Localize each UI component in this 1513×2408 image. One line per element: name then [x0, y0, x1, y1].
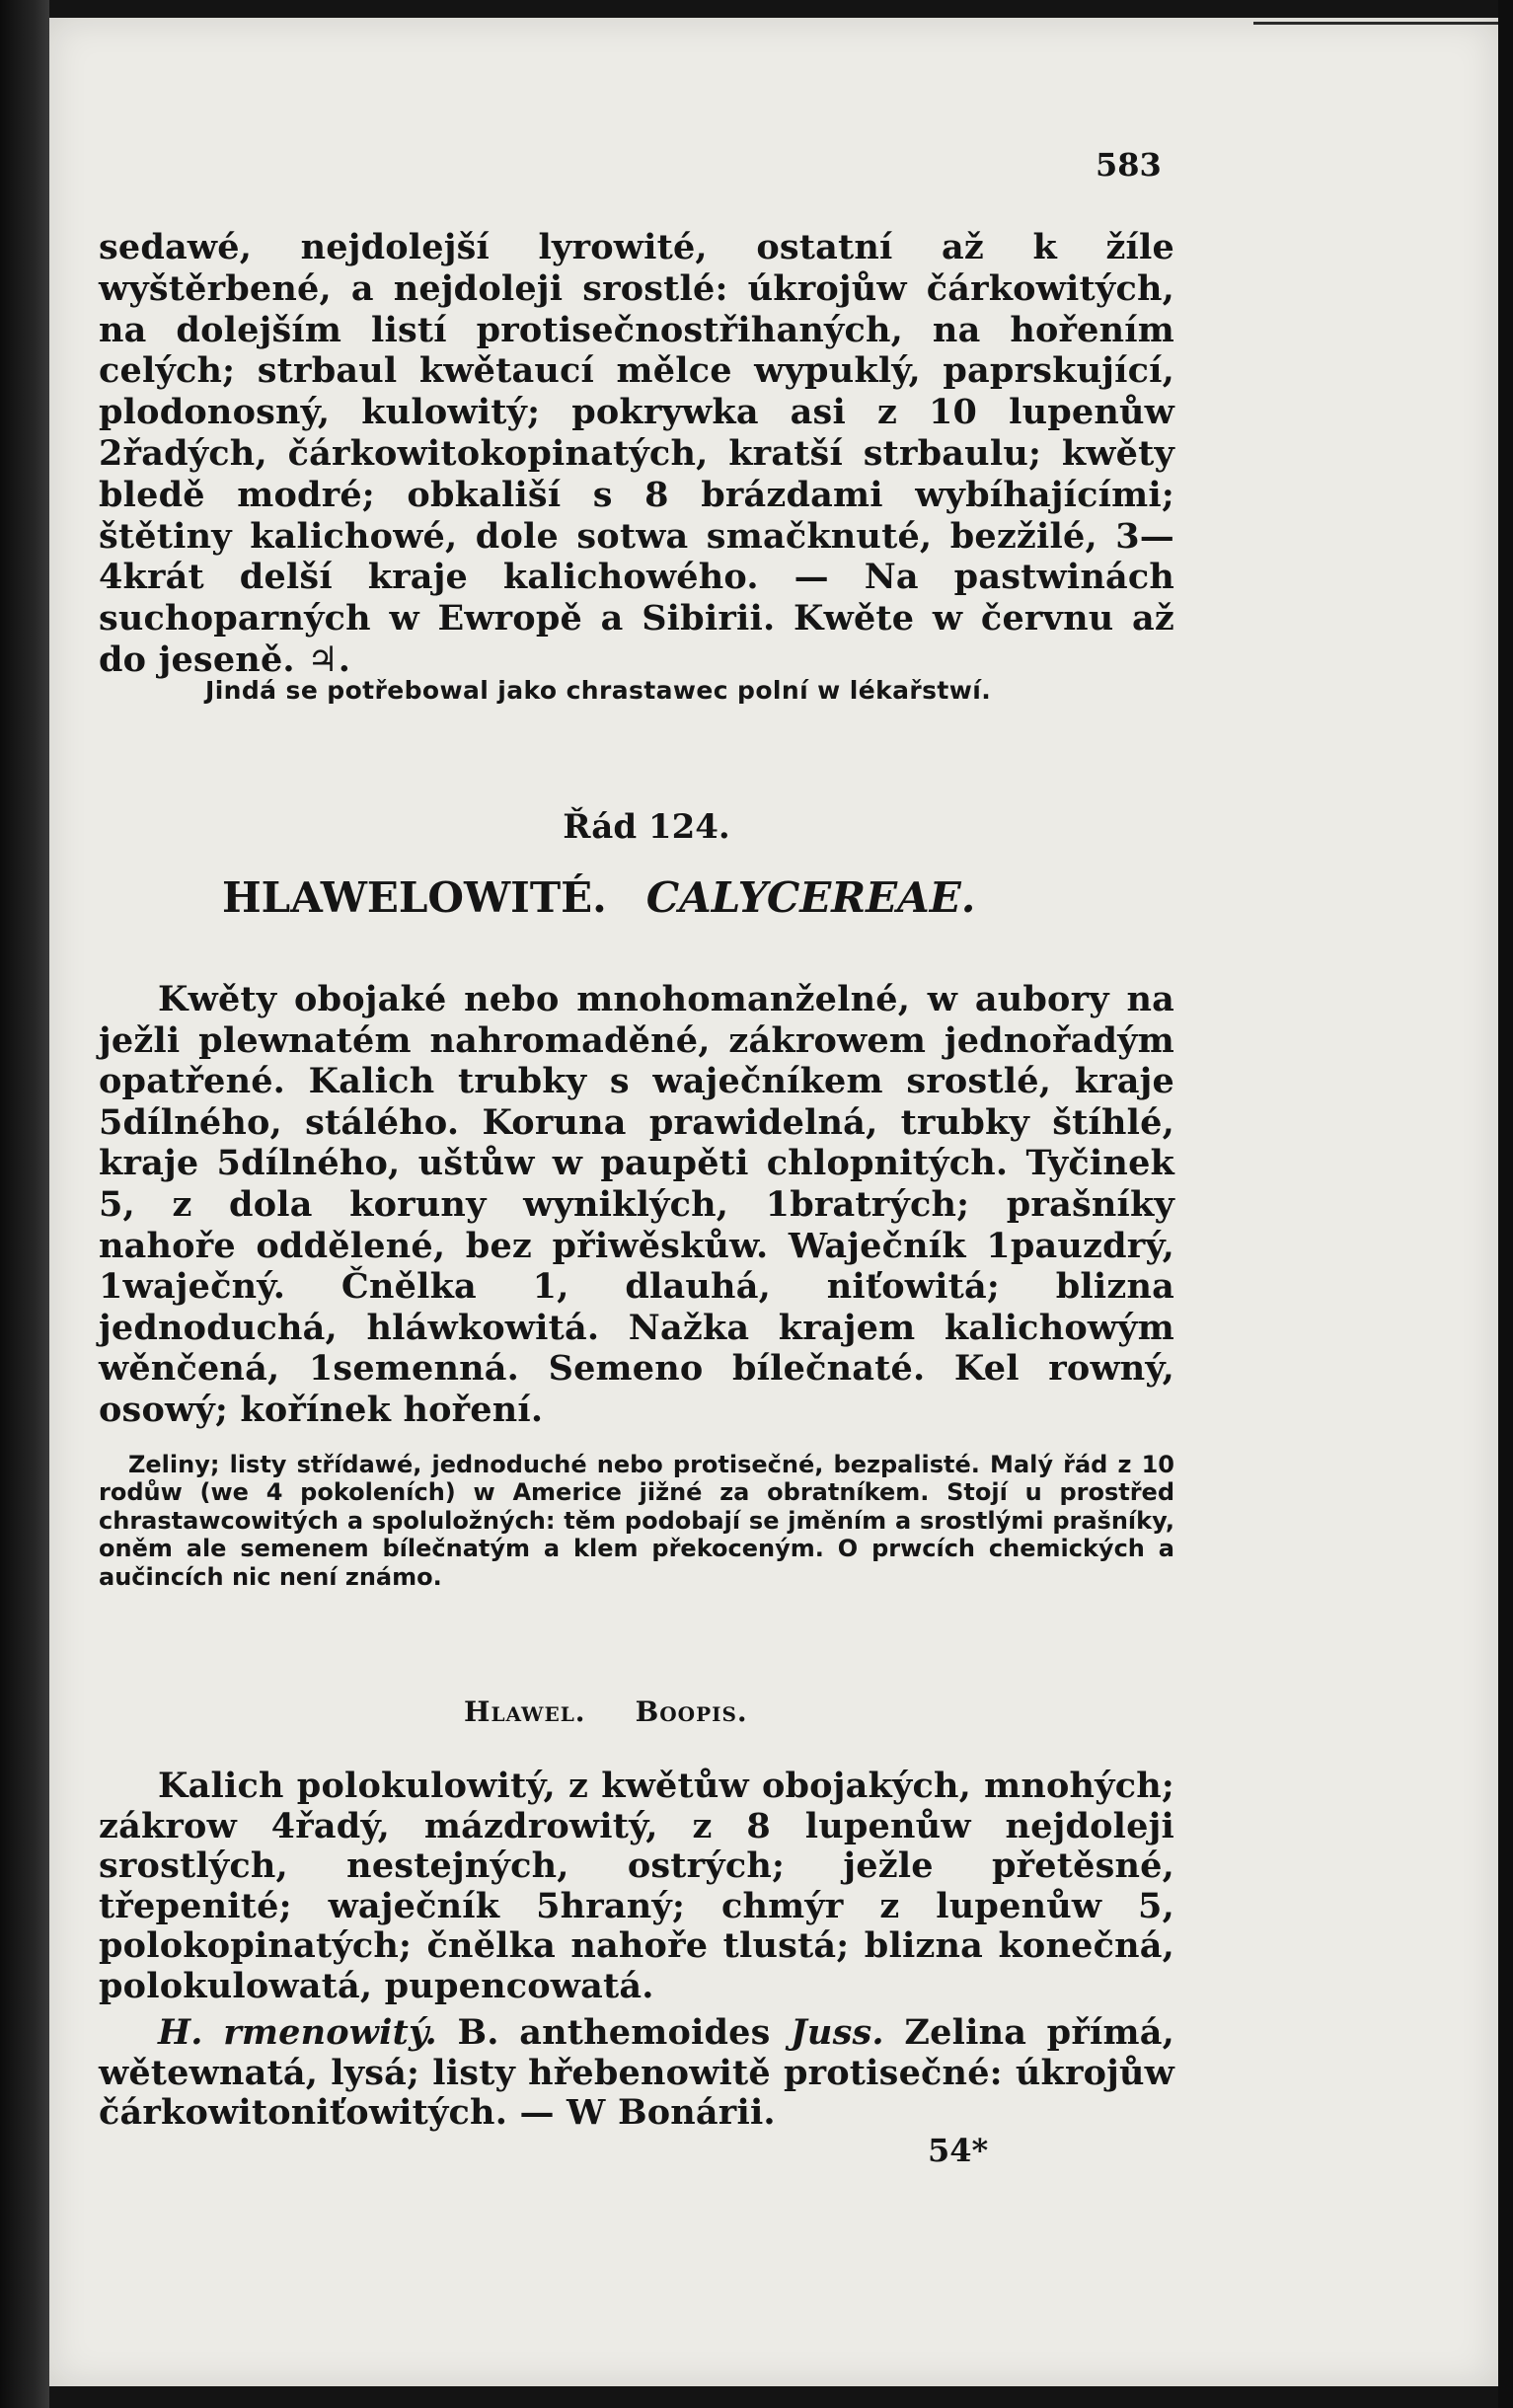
continued-species-description: sedawé, nejdolejší lyrowité, ostatní až k žíle wyštěrbené, a nejdoleji srostlé: úkrojůw čárkowitých, na dolejším listí protisečnostřihaných, na hořením celých; strbaul kwětaucí mělce wypuklý, paprskující, plodonosný, kulowitý; pokrywka asi z 10 lupenůw 2řadých, čárkowitokopinatých, kratší strbaulu; kwěty bledě modré; obkališí s 8 brázdami wybíhajícími; štětiny kalichowé, dole sotwa smačknuté, bezžilé, 3—4krát delší kraje kalichowého. — Na pastwinách suchoparných w Ewropě a Sibirii. Kwěte w červnu až do jeseně. ♃.	[99, 227, 1174, 680]
genus-latin-name: Boopis.	[635, 1695, 748, 1728]
order-number-heading: Řád 124.	[563, 807, 730, 847]
printer-signature: 54*	[928, 2132, 989, 2169]
family-description	[99, 979, 1174, 1431]
page-number: 583	[1096, 146, 1162, 184]
top-rule	[1253, 22, 1500, 25]
family-note	[99, 1451, 1174, 1591]
species-entry	[99, 2013, 1174, 2134]
species-latin: B. anthemoides	[457, 2012, 771, 2053]
scan-right-edge	[1498, 0, 1513, 2408]
genus-description-text: Kalich polokulowitý, z kwětůw obojakých, mnohých; zákrow 4řadý, mázdrowitý, z 8 lupenůw nejdoleji srostlých, nestejných, ostrých; ježle přetěsné, třepenité; waječník 5hraný; chmýr z lupenůw 5, polokopinatých; čnělka nahoře tlustá; blizna konečná, polokulowatá, pupencowatá.	[99, 1766, 1174, 2006]
usage-note: Jindá se potřebowal jako chrastawec polní w lékařstwí.	[205, 676, 992, 705]
species-author: Juss.	[791, 2012, 884, 2053]
genus-heading	[464, 1695, 748, 1728]
species-name: H. rmenowitý.	[158, 2012, 437, 2053]
family-description-text: Kwěty obojaké nebo mnohomanželné, w aubory na ježli plewnatém nahromaděné, zákrowem jednořadým opatřené. Kalich trubky s waječníkem srostlé, kraje 5dílného, stálého. Koruna prawidelná, trubky štíhlé, kraje 5dílného, uštůw w paupěti chlopnitých. Tyčinek 5, z dola koruny wyniklých, 1bratrých; prašníky nahoře oddělené, bez přiwěskůw. Waječník 1pauzdrý, 1waječný. Čnělka 1, dlauhá, niťowitá; blizna jednoduchá, hláwkowitá. Nažka krajem kalichowým wěnčená, 1semenná. Semeno bílečnaté. Kel rowný, osowý; kořínek hoření.	[99, 979, 1174, 1430]
family-note-text: Zeliny; listy střídawé, jednoduché nebo protisečné, bezpalisté. Malý řád z 10 rodůw (we 4 pokoleních) w Americe jižné za obratníkem. Stojí u prostřed chrastawcowitých a spoluložných: těm podobají se jměním a srostlými prašníky, oněm ale semenem bílečnatým a klem překoceným. O prwcích chemických a aučincích nic není známo.	[99, 1451, 1174, 1591]
genus-description	[99, 1767, 1174, 2006]
family-name: HLAWELOWITÉ.	[222, 873, 607, 922]
species-description: Zelina přímá, wětewnatá, lysá; listy hřebenowitě protisečné: úkrojůw čárkowitoniťowitých. — W Bonárii.	[99, 2012, 1174, 2133]
scan-left-edge	[0, 0, 49, 2408]
family-latin-name: CALYCEREAE.	[645, 873, 976, 922]
family-heading	[222, 873, 975, 922]
genus-name: Hlawel.	[464, 1695, 586, 1728]
